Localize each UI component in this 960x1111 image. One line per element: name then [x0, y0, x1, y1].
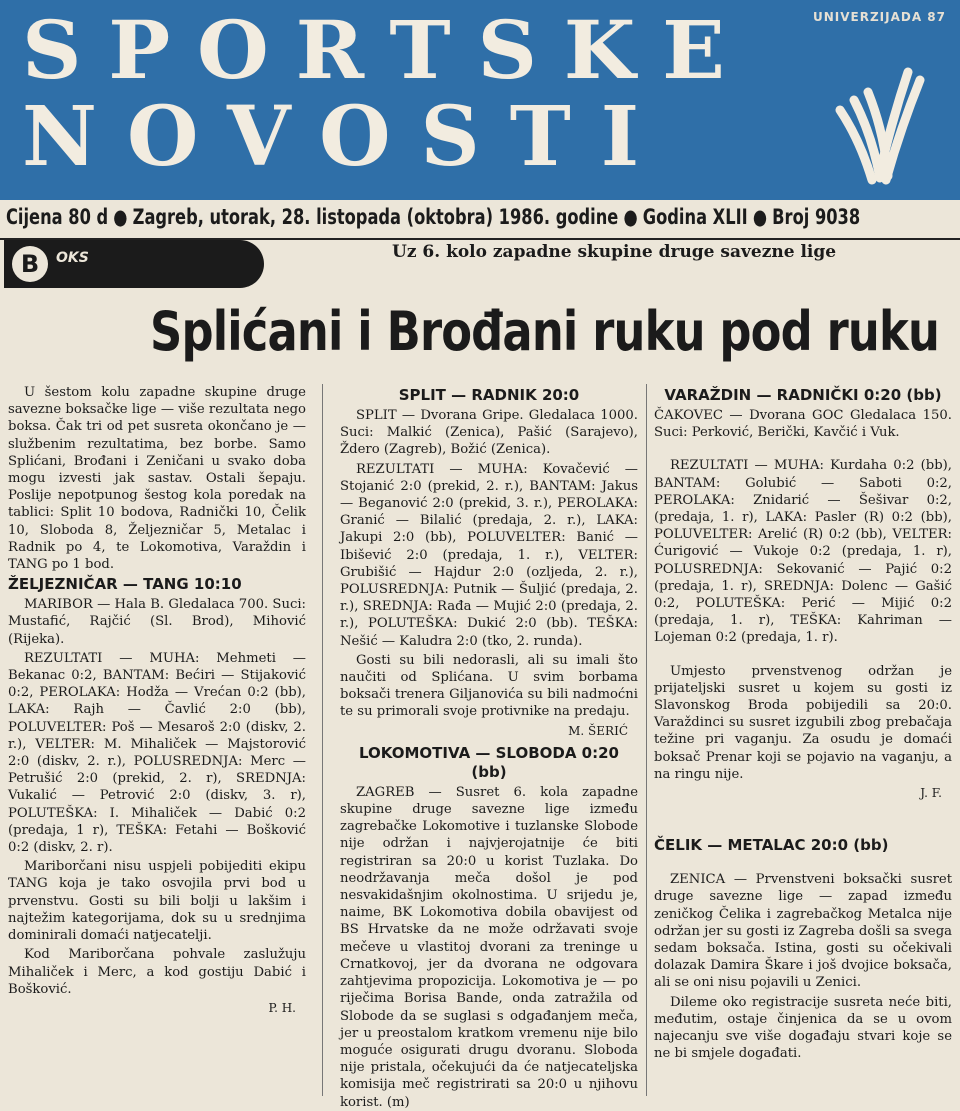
- bullet-icon: ●: [113, 205, 128, 229]
- report-paragraph: Umjesto prvenstvenog održan je prijateljski susret u kojem su gosti iz Slavonskog Broda pobijedili sa 20:0. Varaždinci su susret izgubili zbog prebačaja težine pri vaganju. Za osudu je domaći boksač Prenar koji se pojavio na vaganju, a na ringu nije.: [654, 663, 952, 782]
- report-paragraph: ZAGREB — Susret 6. kola zapadne skupine druge savezne lige između zagrebačke Lokomotive i tuzlanske Slobode nije održan i najvjerojatnije će biti registriran sa 20:0 u korist Tuzlaka. Do neodržavanja meča došol je pod nesvakidašnjim okolnostima. U srijedu je, naime, BK Lokomotiva dobila obavijest od BS Hrvatske da ne može održavati svoje mečeve u vlastitoj dvorani za treninge u Crnatkovoj, jer da dvorana ne odgovara zahtjevima propozicija. Lokomotiva je — po riječima Borisa Bande, onda zatražila od Slobode da se suglasi s odgađanjem meča, jer u preostalom kratkom vremenu nije bilo moguće osigurati drugu dvoranu. Sloboda nije pristala, očekujući da će natjecateljska komisija meč registrirati sa 20:0 u njihovu korist. (m): [340, 784, 638, 1110]
- place-date: Zagreb, utorak, 28. listopada (oktobra) 1986. godine: [132, 205, 619, 229]
- results-paragraph: REZULTATI — MUHA: Mehmeti — Bekanac 0:2, BANTAM: Bećiri — Stijaković 0:2, PEROLAKA: Hodža — Vrećan 0:2 (bb), LAKA: Rajh — Čavlić 2:0 (bb), POLUVELTER: Poš — Mesaroš 2:0 (diskv, 2. r.), VELTER: M. Mihaliček — Majstorović 2:0 (diskv, 2. r.), POLUSREDNJA: Merc — Petrušić 2:0 (prekid, 2. r), SREDNJA: Vukalić — Petrović 2:0 (diskv, 3. r), POLUTEŠKA: I. Mihaliček — Dabić 0:2 (predaja, 1 r), TEŠKA: Fetahi — Bošković 0:2 (diskv, 2. r).: [8, 650, 306, 856]
- section-label: OKS: [56, 250, 89, 266]
- univerzijada-label: UNIVERZIJADA 87: [812, 10, 946, 24]
- report-paragraph: ZENICA — Prvenstveni boksački susret druge savezne lige — zapad između zeničkog Čelika i zagrebačkog Metalca nije održan jer su gosti iz Zagreba došli sa svega sedam boksača. Istina, gosti su očekivali dolazak Damira Škare i još dvojice boksača, ali se oni nisu pojavili u Zenici.: [654, 872, 952, 991]
- author-signature: M. ŠERIĆ: [568, 723, 628, 738]
- intro-paragraph: U šestom kolu zapadne skupine druge savezne boksačke lige — više rezultata nego boksa. Čak tri od pet susreta okončano je — službenim rezultatima, bez borbe. Samo Splićani, Brođani i Zeničani u svako doba mogu izvesti jak sastav. Ostali šepaju. Poslije nepotpunog šestog kola poredak na tablici: Split 10 bodova, Radnički 10, Čelik 10, Sloboda 8, Željezničar 5, Metalac i Radnik po 4, te Lokomotiva, Varaždin i TANG po 1 bod.: [8, 385, 306, 573]
- bullet-icon: ●: [752, 205, 768, 229]
- match-heading: VARAŽDIN — RADNIČKI 0:20 (bb): [664, 386, 942, 404]
- author-signature: J. F.: [920, 786, 942, 801]
- article-subhead: Uz 6. kolo zapadne skupine druge savezne lige: [392, 242, 837, 262]
- masthead: [0, 0, 960, 200]
- issue-number: Broj 9038: [772, 205, 861, 229]
- report-paragraph: Kod Mariborčana pohvale zaslužuju Mihaliček i Merc, a kod gostiju Dabić i Bošković.: [8, 947, 306, 997]
- report-paragraph: Gosti su bili nedorasli, ali su imali što naučiti od Splićana. U svim borbama boksači trenera Giljanovića su bili nadmoćni te su primorali svoje protivnike na predaju.: [340, 652, 638, 720]
- venue-paragraph: ČAKOVEC — Dvorana GOC Gledalaca 150. Suci: Perković, Berički, Kavčić i Vuk.: [654, 408, 952, 441]
- column-divider: [322, 384, 323, 1096]
- author-signature: P. H.: [268, 1000, 296, 1015]
- column-3: [654, 384, 952, 1096]
- results-paragraph: REZULTATI — MUHA: Kovačević — Stojanić 2:0 (prekid, 2. r.), BANTAM: Jakus — Beganović 2:0 (prekid, 3. r.), PEROLAKA: Granić — Bilalić (predaja, 2. r.), LAKA: Jakupi 2:0 (bb), POLUVELTER: Banić — Ibišević 2:0 (predaja, 1. r.), VELTER: Grubišić — Hajdur 2:0 (ozljeda, 2. r.), POLUSREDNJA: Putnik — Šuljić (predaja, 2. r.), SREDNJA: Rađa — Mujić 2:0 (predaja, 2. r.), POLUTEŠKA: Dukić 2:0 (bb). TEŠKA: Nešić — Kaludra 2:0 (tko, 2. runda).: [340, 461, 638, 649]
- results-paragraph: REZULTATI — MUHA: Kurdaha 0:2 (bb), BANTAM: Golubić — Saboti 0:2, PEROLAKA: Znidarić — Šešivar 0:2, (predaja, 1. r), LAKA: Pasler (R) 0:2 (bb), POLUVELTER: Arelić (R) 0:2 (bb), VELTER: Ćurigović — Vukoje 0:2 (predaja, 1. r), POLUSREDNJA: Sekovanić — Pajić 0:2 (predaja, 1. r), SREDNJA: Dolenc — Gašić 0:2, POLUTEŠKA: Perić — Mijić 0:2 (predaja, 1. r), TEŠKA: Kahriman — Lojeman 0:2 (predaja, 1. r).: [654, 458, 952, 646]
- univerzijada-logo-icon: [820, 40, 930, 190]
- report-paragraph: Mariborčani nisu uspjeli pobijediti ekipu TANG koja je tako osvojila prvi bod u prvenstvu. Gosti su bili bolji u lakšim i najtežim kategorijama, dok su u srednjima dominirali domaći natjecatelji.: [8, 859, 306, 944]
- report-paragraph: Dileme oko registracije susreta neće biti, međutim, ostaje činjenica da se u ovom najecanju sve više događaju stvari koje se ne bi smjele događati.: [654, 994, 952, 1062]
- year: Godina XLII: [642, 205, 748, 229]
- price: Cijena 80 d: [6, 205, 109, 229]
- masthead-title-line2: NOVOSTI: [22, 89, 670, 185]
- match-heading: SPLIT — RADNIK 20:0: [398, 386, 580, 404]
- venue-paragraph: SPLIT — Dvorana Gripe. Gledalaca 1000. Suci: Malkić (Zenica), Pašić (Sarajevo), Ždero (Zagreb), Božić (Zenica).: [340, 408, 638, 458]
- section-letter: B: [12, 246, 48, 282]
- article-headline: Splićani i Brođani ruku pod ruku: [150, 300, 940, 363]
- match-heading: ŽELJEZNIČAR — TANG 10:10: [8, 575, 242, 594]
- section-tag: [4, 240, 264, 288]
- column-divider: [646, 384, 647, 1096]
- column-1: [8, 384, 306, 1096]
- match-heading: ČELIK — METALAC 20:0 (bb): [654, 836, 889, 855]
- match-heading: LOKOMOTIVA — SLOBODA 0:20 (bb): [359, 743, 619, 781]
- masthead-title-line1: SPORTSKE: [22, 3, 752, 97]
- bullet-icon: ●: [623, 205, 638, 229]
- issue-info-bar: [0, 200, 960, 240]
- venue-paragraph: MARIBOR — Hala B. Gledalaca 700. Suci: Mustafić, Rajčić (Sl. Brod), Mihović (Rijeka).: [8, 597, 306, 647]
- column-2: [340, 384, 638, 1110]
